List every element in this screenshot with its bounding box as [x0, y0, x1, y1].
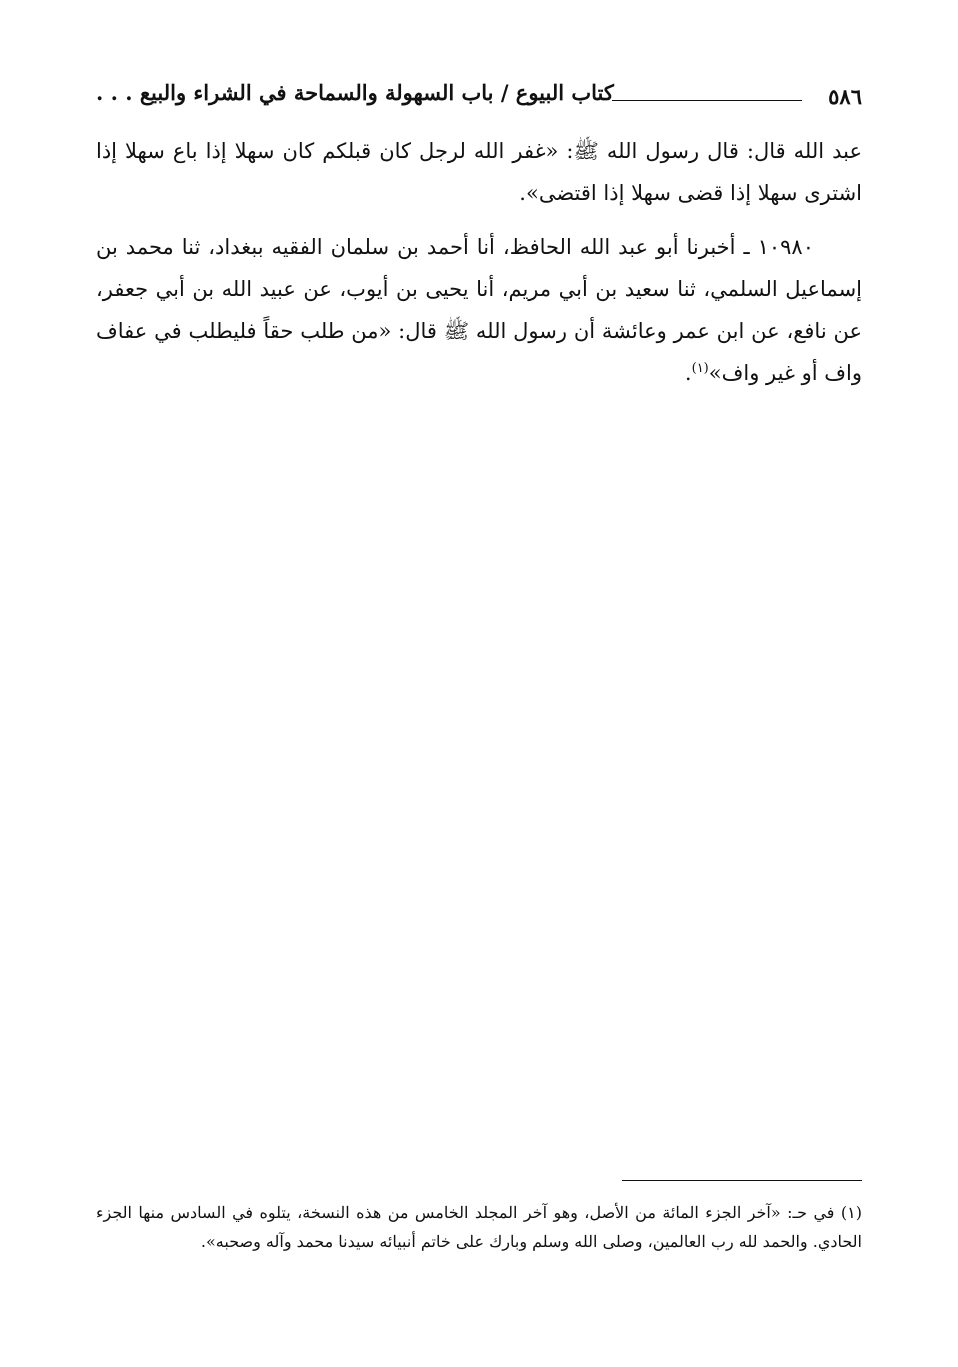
page-header	[96, 78, 862, 118]
paragraph-1: عبد الله قال: قال رسول الله ﷺ: «غفر الله لرجل كان قبلكم كان سهلا إذا باع سهلا إذا اشترى سهلا إذا قضى سهلا إذا اقتضى».	[96, 139, 862, 205]
page-number: ٥٨٦	[828, 84, 862, 109]
running-title: كتاب البيوع / باب السهولة والسماحة في الشراء والبيع . . .	[96, 80, 614, 105]
paragraph-2-end: .	[684, 361, 692, 385]
footnote-text: في حـ: «آخر الجزء المائة من الأصل، وهو آخر المجلد الخامس من هذه النسخة، يتلوه في السادس منها الجزء الحادي. والحمد لله رب العالمين، وصلى الله وسلم وبارك على خاتم أنبيائه سيدنا محمد وآله وصحبه».	[96, 1203, 862, 1251]
footnote	[96, 1198, 862, 1256]
paragraph-2	[96, 226, 862, 394]
footnote-separator	[622, 1180, 862, 1181]
footnote-body	[96, 1198, 862, 1256]
paragraph-2-text: ١٠٩٨٠ ـ أخبرنا أبو عبد الله الحافظ، أنا أحمد بن سلمان الفقيه ببغداد، ثنا محمد بن إسماعيل السلمي، ثنا سعيد بن أبي مريم، أنا يحيى بن أيوب، عن عبيد الله بن أبي جعفر، عن نافع، عن ابن عمر وعائشة أن رسول الله ﷺ قال: «من طلب حقاً فليطلب في عفاف واف أو غير واف»	[96, 235, 862, 385]
main-text	[96, 130, 862, 394]
footnote-reference: (١)	[691, 361, 709, 376]
footnote-marker: (١)	[840, 1203, 862, 1222]
header-rule	[612, 100, 802, 101]
